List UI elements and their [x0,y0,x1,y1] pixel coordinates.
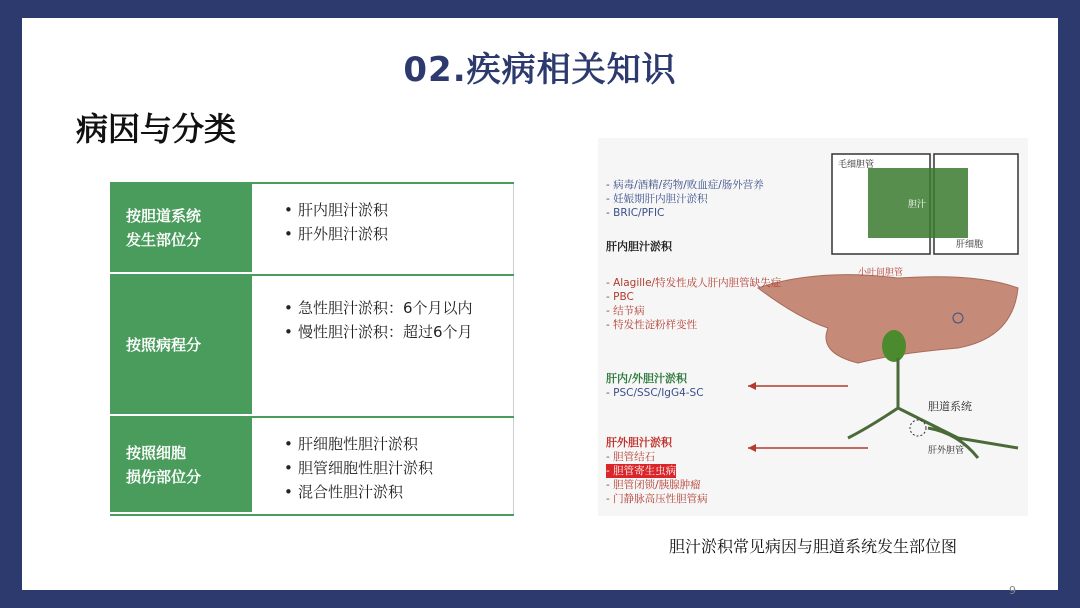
row-values [252,276,514,416]
classification-table [110,182,514,516]
label-biliary-system: 胆道系统 [928,400,972,413]
section-title: 病因与分类 [76,110,237,148]
row-values [252,418,514,514]
row-label: 按照病程分 [110,276,252,416]
table-row [110,276,514,418]
label-extra-duct: 肝外胆管 [928,446,965,456]
intrahepatic-list: - Alagille/特发性成人肝内胆管缺失症 - PBC - 结节病 - 特发性淀粉样变性 [606,277,782,331]
extrahepatic-list: - 胆管结石 - 胆管寄生虫病 - 胆管闭锁/胰腺肿瘤 - 门静脉高压性胆管病 [606,451,708,505]
table-row [110,418,514,516]
row-values [252,184,514,274]
list-item: • 慢性胆汁淤积：超过6个月 [284,320,499,344]
slide-title: 02.疾病相关知识 [403,50,677,90]
row-label: 按胆道系统 发生部位分 [110,184,252,274]
cause-list: - 病毒/酒精/药物/败血症/肠外营养 - 妊娠期肝内胆汁淤积 - BRIC/PFIC [606,179,764,219]
biliary-figure [598,138,1028,516]
intra-extra-list: - PSC/SSC/IgG4-SC [606,387,704,399]
page-number: 9 [1009,584,1016,597]
label-capillary: 毛细胆管 [838,160,875,170]
list-item: • 肝细胞性胆汁淤积 [284,432,499,456]
table-row [110,184,514,276]
list-item: • 肝内胆汁淤积 [284,198,499,222]
figure-caption: 胆汁淤积常见病因与胆道系统发生部位图 [668,537,957,556]
label-interlobular: 小叶间胆管 [858,268,904,278]
list-item: • 肝外胆汁淤积 [284,222,499,246]
label-bile: 胆汁 [908,200,927,210]
list-item: • 急性胆汁淤积：6个月以内 [284,296,499,320]
list-item: • 混合性胆汁淤积 [284,480,499,504]
slide [22,18,1058,597]
list-item: • 胆管细胞性胆汁淤积 [284,456,499,480]
heading-intrahepatic: 肝内胆汁淤积 [606,240,672,253]
row-label: 按照细胞 损伤部位分 [110,418,252,514]
heading-intra-extra: 肝内/外胆汁淤积 [606,372,688,385]
label-hepatocyte: 肝细胞 [956,240,984,250]
heading-extrahepatic: 肝外胆汁淤积 [606,436,672,449]
